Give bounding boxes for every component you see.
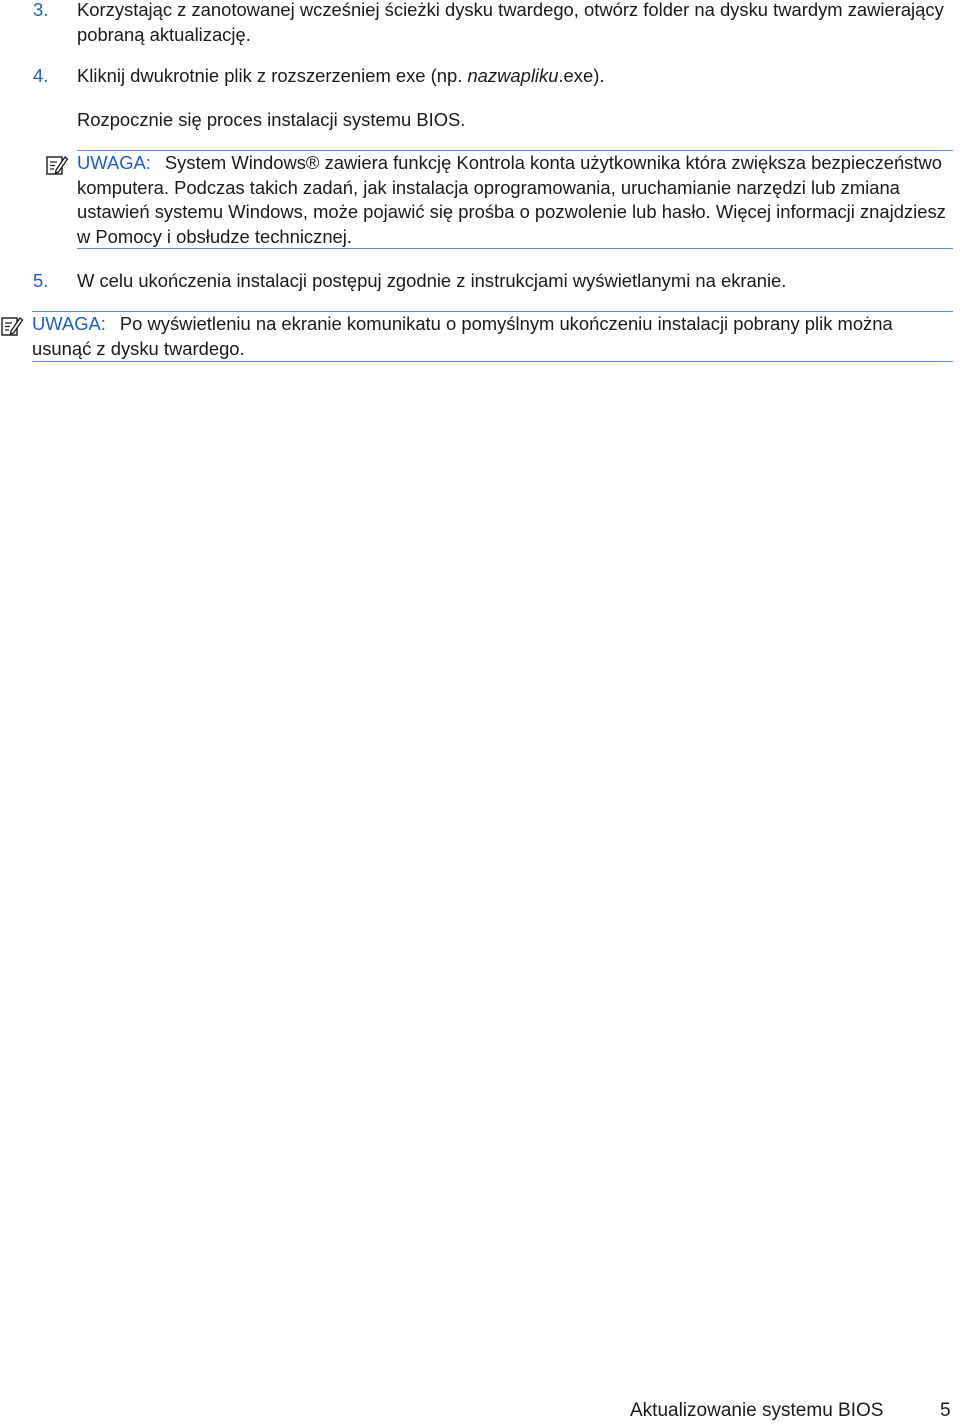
step-number: 3. xyxy=(33,0,49,20)
note-label: UWAGA: xyxy=(77,152,151,173)
note-body: Po wyświetleniu na ekranie komunikatu o pomyślnym ukończeniu instalacji pobrany plik można usunąć z dysku twardego. xyxy=(32,313,893,359)
step-text-before: Kliknij dwukrotnie plik z rozszerzeniem exe (np. xyxy=(77,65,468,86)
note-body: System Windows® zawiera funkcję Kontrola konta użytkownika która zwiększa bezpieczeństwo komputera. Podczas takich zadań, jak instalacja oprogramowania, uruchamianie narzędzi lub zmiana ustawień systemu Windows, może pojawić się prośba o pozwolenie lub hasło. Więcej informacji znajdziesz w Pomocy i obsłudze technicznej. xyxy=(77,152,946,247)
file-name-placeholder: nazwapliku xyxy=(467,65,559,86)
footer-title: Aktualizowanie systemu BIOS xyxy=(630,1400,884,1421)
step-text-after: .exe). xyxy=(558,65,605,86)
note-label: UWAGA: xyxy=(32,313,106,334)
step-number: 5. xyxy=(33,270,49,291)
note-text xyxy=(32,312,947,361)
step-text xyxy=(77,64,957,89)
step-text: Korzystając z zanotowanej wcześniej ścieżki dysku twardego, otwórz folder na dysku twardym zawierający pobraną aktualizację. xyxy=(77,0,944,45)
step-number: 4. xyxy=(33,65,49,86)
note-pencil-icon xyxy=(45,153,69,177)
note-pencil-icon xyxy=(0,314,24,338)
step-text: W celu ukończenia instalacji postępuj zgodnie z instrukcjami wyświetlanymi na ekranie. xyxy=(77,270,787,291)
page-number: 5 xyxy=(940,1400,951,1421)
step-4-result: Rozpocznie się proces instalacji systemu BIOS. xyxy=(77,109,466,130)
note-text xyxy=(77,151,955,249)
